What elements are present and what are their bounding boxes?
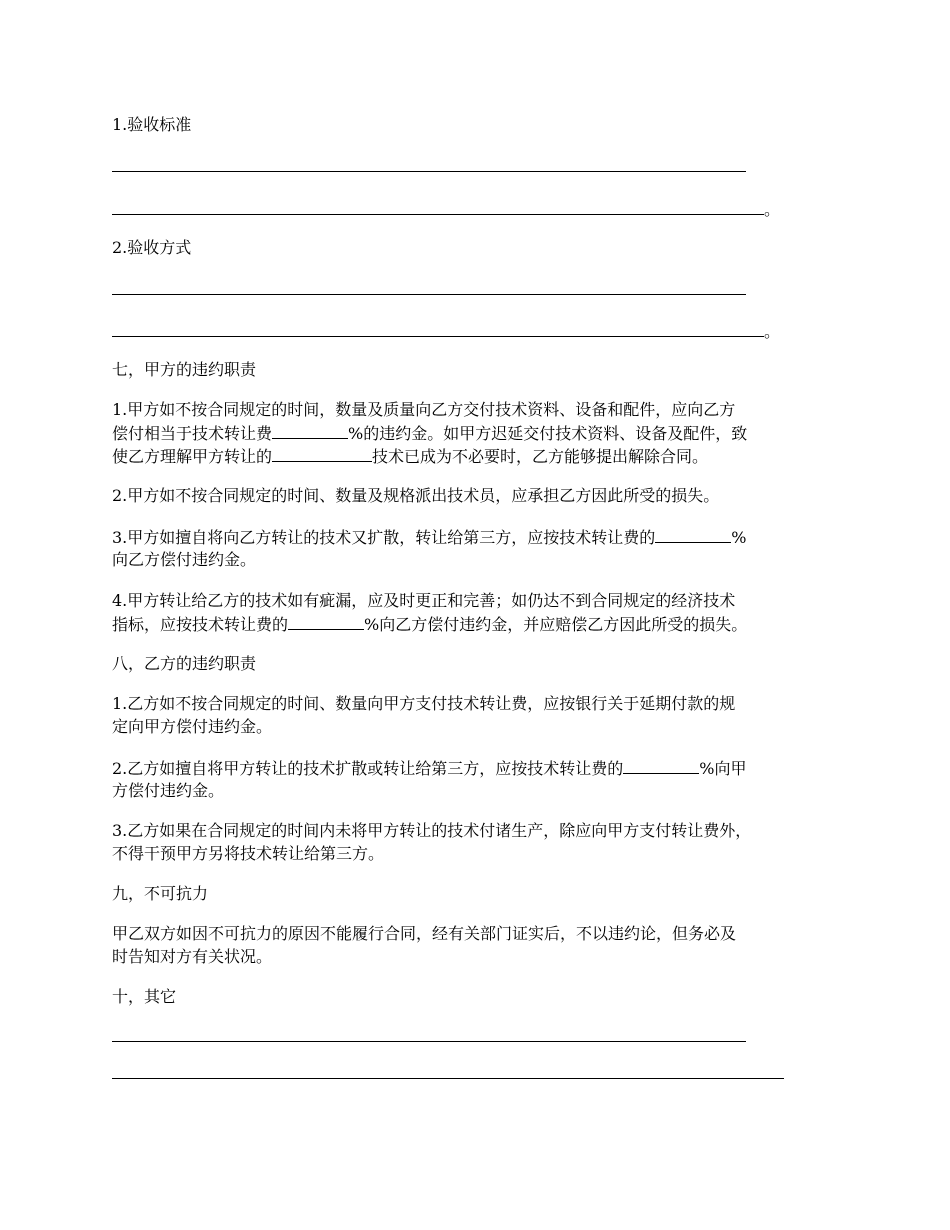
section-heading: 十，其它	[112, 987, 177, 1006]
percent-blank	[623, 756, 699, 774]
fill-in-line	[112, 336, 764, 337]
paragraph-line: 定向甲方偿付违约金。	[112, 717, 273, 736]
paragraph-line: 3.乙方如果在合同规定的时间内未将甲方转让的技术付诸生产，除应向甲方支付转让费外，	[112, 821, 752, 840]
section-heading: 九，不可抗力	[112, 884, 209, 903]
paragraph-line: 甲乙双方如因不可抗力的原因不能履行合同，经有关部门证实后，不以违约论，但务必及	[112, 924, 737, 943]
fill-in-line	[112, 1078, 784, 1079]
paragraph-line: 向乙方偿付违约金。	[112, 550, 257, 569]
paragraph-line: 2.甲方如不按合同规定的时间、数量及规格派出技术员，应承担乙方因此所受的损失。	[112, 486, 720, 505]
percent-blank	[655, 525, 731, 543]
acceptance-method-label: 2.验收方式	[112, 238, 192, 257]
paragraph-line: 使乙方理解甲方转让的 技术已成为不必要时，乙方能够提出解除合同。	[112, 444, 708, 469]
paragraph-line: 不得干预甲方另将技术转让给第三方。	[112, 844, 385, 863]
fill-in-line	[112, 294, 746, 295]
paragraph-line: 1.乙方如不按合同规定的时间、数量向甲方支付技术转让费，应按银行关于延期付款的规	[112, 694, 736, 713]
paragraph-line: 4.甲方转让给乙方的技术如有疵漏，应及时更正和完善；如仍达不到合同规定的经济技术	[112, 591, 736, 610]
section-heading: 七，甲方的违约职责	[112, 360, 257, 379]
paragraph-line: 1.甲方如不按合同规定的时间，数量及质量向乙方交付技术资料、设备和配件，应向乙方	[112, 400, 736, 419]
fill-in-line	[112, 214, 764, 215]
paragraph-line: 3.甲方如擅自将向乙方转让的技术又扩散，转让给第三方，应按技术转让费的 %	[112, 525, 746, 550]
acceptance-standard-label: 1.验收标准	[112, 115, 192, 134]
paragraph-line: 2.乙方如擅自将甲方转让的技术扩散或转让给第三方，应按技术转让费的 %向甲	[112, 756, 747, 781]
fill-in-line	[112, 1041, 746, 1042]
paragraph-line: 偿付相当于技术转让费 %的违约金。如甲方迟延交付技术资料、设备及配件，致	[112, 421, 747, 446]
period-mark: 。	[764, 322, 781, 341]
technology-name-blank	[272, 444, 372, 462]
percent-blank	[288, 612, 364, 630]
percent-blank	[272, 421, 348, 439]
paragraph-line: 方偿付违约金。	[112, 781, 225, 800]
fill-in-line	[112, 171, 746, 172]
paragraph-line: 时告知对方有关状况。	[112, 947, 273, 966]
section-heading: 八，乙方的违约职责	[112, 654, 257, 673]
paragraph-line: 指标，应按技术转让费的 %向乙方偿付违约金，并应赔偿乙方因此所受的损失。	[112, 612, 747, 637]
period-mark: 。	[764, 200, 781, 219]
